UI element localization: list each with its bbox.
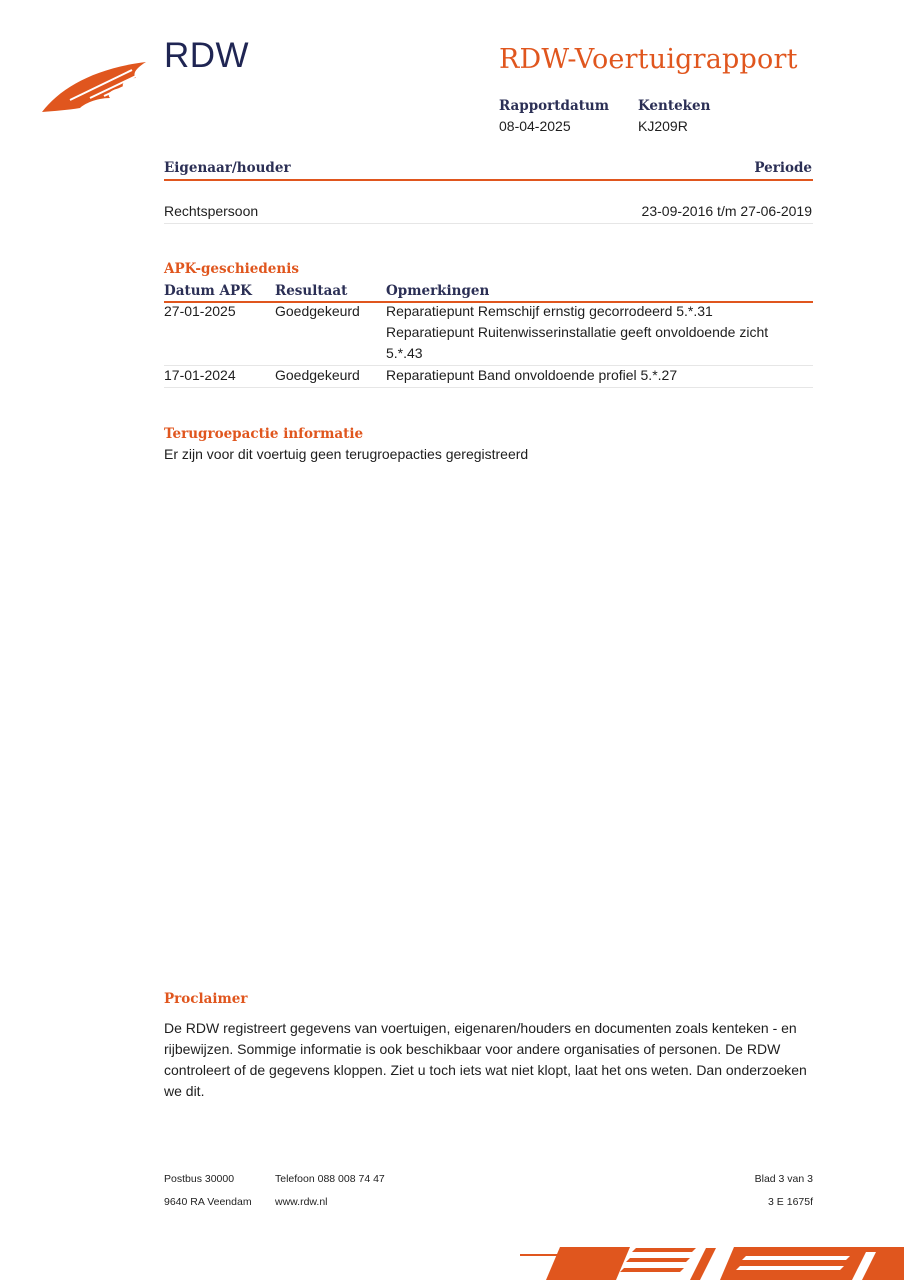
owner-header-rule [164,179,813,181]
apk-row-1-remark-3: 5.*.43 [386,345,423,361]
apk-table-bottom-divider [164,387,813,388]
apk-remarks-column-header: Opmerkingen [386,283,490,299]
footer-phone: Telefoon 088 008 74 47 [275,1173,385,1185]
report-date-value: 08-04-2025 [499,118,571,134]
disclaimer-line-1: De RDW registreert gegevens van voertuigen, eigenaren/houders en documenten zoals kenteken - en [164,1020,797,1036]
disclaimer-title: Proclaimer [164,991,248,1007]
rdw-stripes-decoration-icon [520,1242,904,1280]
apk-row-1-remark-2: Reparatiepunt Ruitenwisserinstallatie geeft onvoldoende zicht [386,324,769,340]
recall-text: Er zijn voor dit voertuig geen terugroepacties geregistreerd [164,446,529,462]
apk-date-column-header: Datum APK [164,283,252,299]
apk-row-2-result: Goedgekeurd [275,367,360,383]
apk-section-title: APK-geschiedenis [164,261,299,277]
footer-document-code: 3 E 1675f [768,1196,813,1208]
owner-row-divider [164,223,813,224]
report-date-label: Rapportdatum [499,98,610,114]
plate-label: Kenteken [638,98,711,114]
owner-column-header: Eigenaar/houder [164,160,291,176]
recall-section-title: Terugroepactie informatie [164,426,364,442]
disclaimer-line-4: we dit. [164,1083,205,1099]
apk-result-column-header: Resultaat [275,283,348,299]
apk-row-2-remark-1: Reparatiepunt Band onvoldoende profiel 5.*.27 [386,367,678,383]
plate-value: KJ209R [638,118,688,134]
footer-website[interactable]: www.rdw.nl [275,1196,328,1208]
period-column-header: Periode [754,160,812,176]
apk-row-1-date: 27-01-2025 [164,303,236,319]
apk-row-2-date: 17-01-2024 [164,367,236,383]
footer-city: 9640 RA Veendam [164,1196,252,1208]
disclaimer-line-3: controleert of de gegevens kloppen. Ziet u toch iets wat niet klopt, laat het ons weten. Dan onderzoeken [164,1062,807,1078]
period-cell: 23-09-2016 t/m 27-06-2019 [641,203,812,219]
brand-name: RDW [164,36,250,75]
apk-row-1-remark-1: Reparatiepunt Remschijf ernstig gecorrodeerd 5.*.31 [386,303,713,319]
rdw-feather-logo-icon [40,58,148,114]
footer-page-number: Blad 3 van 3 [754,1173,813,1185]
owner-cell: Rechtspersoon [164,203,259,219]
apk-row-1-result: Goedgekeurd [275,303,360,319]
disclaimer-line-2: rijbewijzen. Sommige informatie is ook beschikbaar voor andere organisaties of personen. De RDW [164,1041,781,1057]
report-title: RDW-Voertuigrapport [499,44,798,75]
footer-po-box: Postbus 30000 [164,1173,235,1185]
